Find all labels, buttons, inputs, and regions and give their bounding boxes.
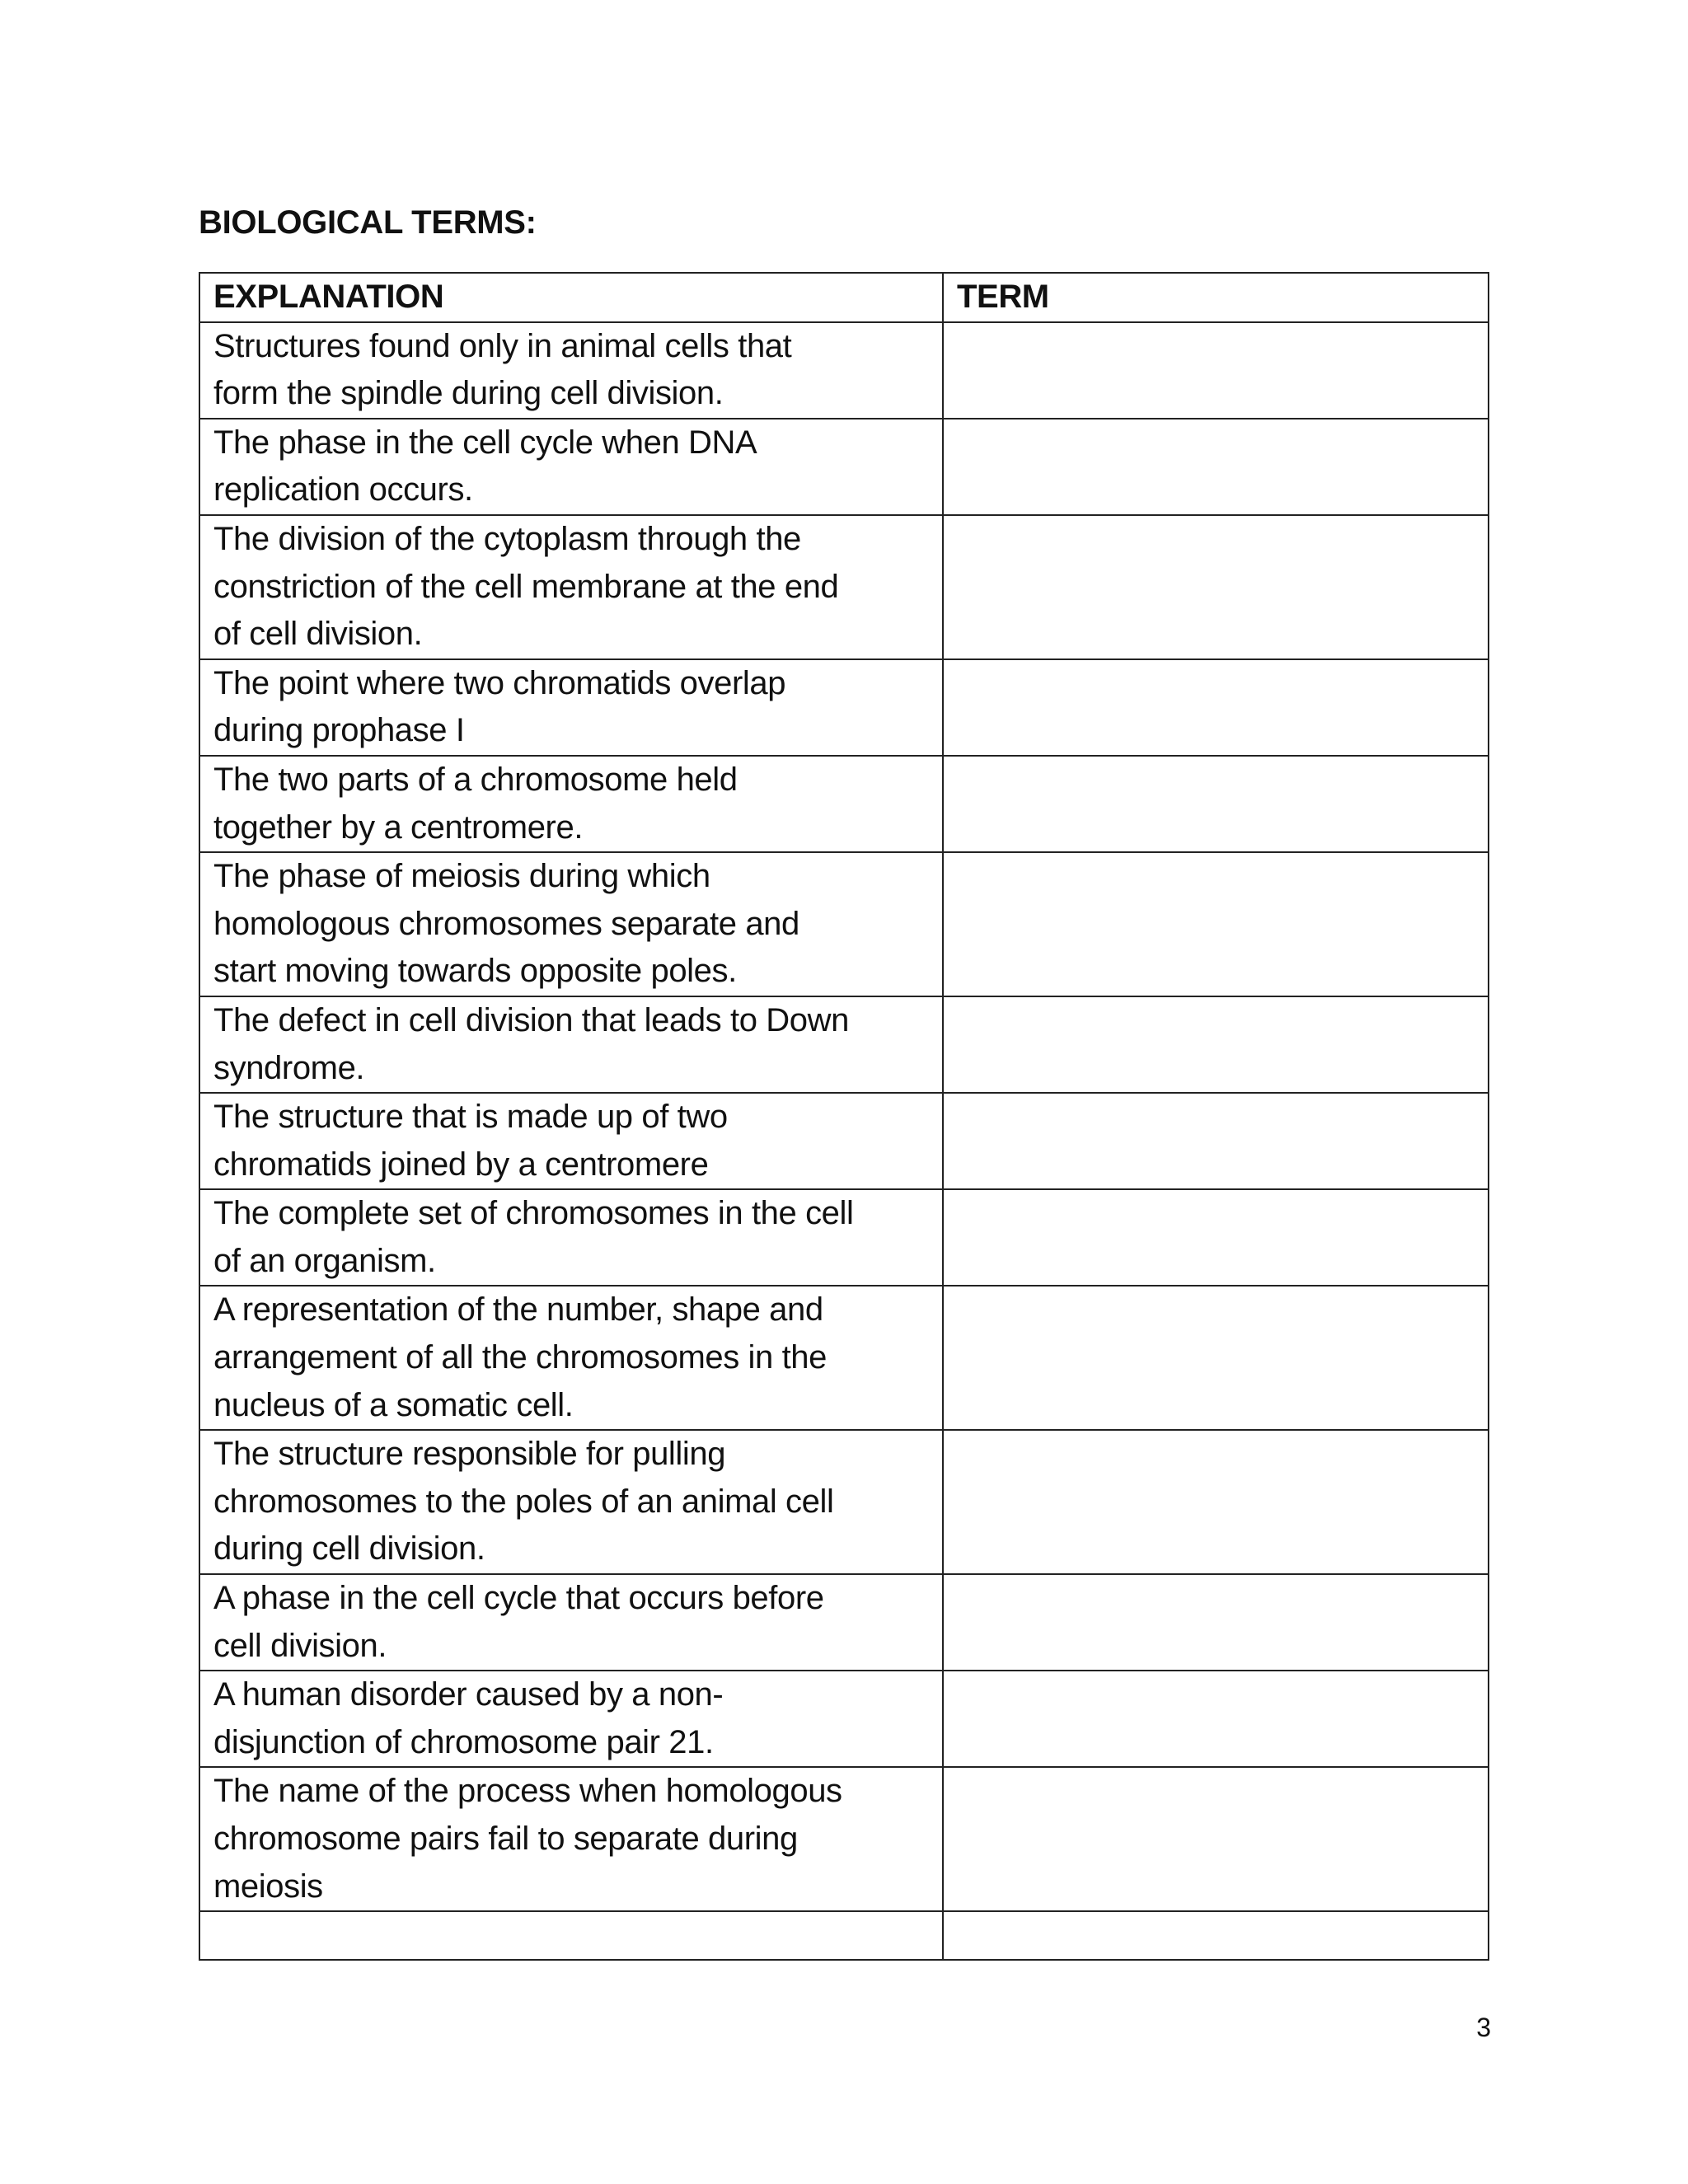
explanation-cell: The defect in cell division that leads to Down syndrome.: [199, 996, 943, 1093]
explanation-cell: The phase in the cell cycle when DNA replication occurs.: [199, 419, 943, 515]
term-answer-cell[interactable]: [943, 419, 1489, 515]
table-row: [199, 1671, 1489, 1767]
table-row: [199, 852, 1489, 996]
explanation-cell: The name of the process when homologous chromosome pairs fail to separate during meiosis: [199, 1767, 943, 1911]
explanation-cell: The two parts of a chromosome held together by a centromere.: [199, 756, 943, 852]
term-answer-cell[interactable]: [943, 1911, 1489, 1960]
table-row: [199, 659, 1489, 756]
term-answer-cell[interactable]: [943, 1093, 1489, 1189]
explanation-cell: The phase of meiosis during which homologous chromosomes separate and start moving towards opposite poles.: [199, 852, 943, 996]
explanation-cell: A representation of the number, shape and arrangement of all the chromosomes in the nucleus of a somatic cell.: [199, 1286, 943, 1430]
page-number: 3: [1476, 2013, 1491, 2042]
table-row: [199, 1189, 1489, 1286]
term-column-header: TERM: [943, 273, 1489, 322]
term-answer-cell[interactable]: [943, 756, 1489, 852]
explanation-cell: The structure that is made up of two chromatids joined by a centromere: [199, 1093, 943, 1189]
explanation-cell: The point where two chromatids overlap during prophase I: [199, 659, 943, 756]
explanation-cell: A phase in the cell cycle that occurs before cell division.: [199, 1574, 943, 1671]
table-row: [199, 1093, 1489, 1189]
table-row: [199, 419, 1489, 515]
table-row: [199, 1767, 1489, 1911]
term-answer-cell[interactable]: [943, 996, 1489, 1093]
page-heading: BIOLOGICAL TERMS:: [199, 204, 537, 241]
term-answer-cell[interactable]: [943, 1574, 1489, 1671]
table-header-row: [199, 273, 1489, 322]
term-answer-cell[interactable]: [943, 852, 1489, 996]
explanation-cell: The division of the cytoplasm through the constriction of the cell membrane at the end of cell division.: [199, 515, 943, 659]
term-answer-cell[interactable]: [943, 515, 1489, 659]
table-row: [199, 756, 1489, 852]
table-row: [199, 996, 1489, 1093]
table-row: [199, 1574, 1489, 1671]
term-answer-cell[interactable]: [943, 1286, 1489, 1430]
term-answer-cell[interactable]: [943, 1189, 1489, 1286]
term-answer-cell[interactable]: [943, 322, 1489, 419]
table-row: [199, 1911, 1489, 1960]
table-row: [199, 515, 1489, 659]
table-row: [199, 322, 1489, 419]
explanation-column-header: EXPLANATION: [199, 273, 943, 322]
table-row: [199, 1286, 1489, 1430]
explanation-cell: Structures found only in animal cells that form the spindle during cell division.: [199, 322, 943, 419]
term-answer-cell[interactable]: [943, 1430, 1489, 1574]
explanation-cell[interactable]: [199, 1911, 943, 1960]
term-answer-cell[interactable]: [943, 1671, 1489, 1767]
term-answer-cell[interactable]: [943, 659, 1489, 756]
explanation-cell: The structure responsible for pulling chromosomes to the poles of an animal cell during cell division.: [199, 1430, 943, 1574]
explanation-cell: The complete set of chromosomes in the cell of an organism.: [199, 1189, 943, 1286]
term-answer-cell[interactable]: [943, 1767, 1489, 1911]
table-row: [199, 1430, 1489, 1574]
biological-terms-table: [199, 272, 1489, 1961]
explanation-cell: A human disorder caused by a non- disjunction of chromosome pair 21.: [199, 1671, 943, 1767]
